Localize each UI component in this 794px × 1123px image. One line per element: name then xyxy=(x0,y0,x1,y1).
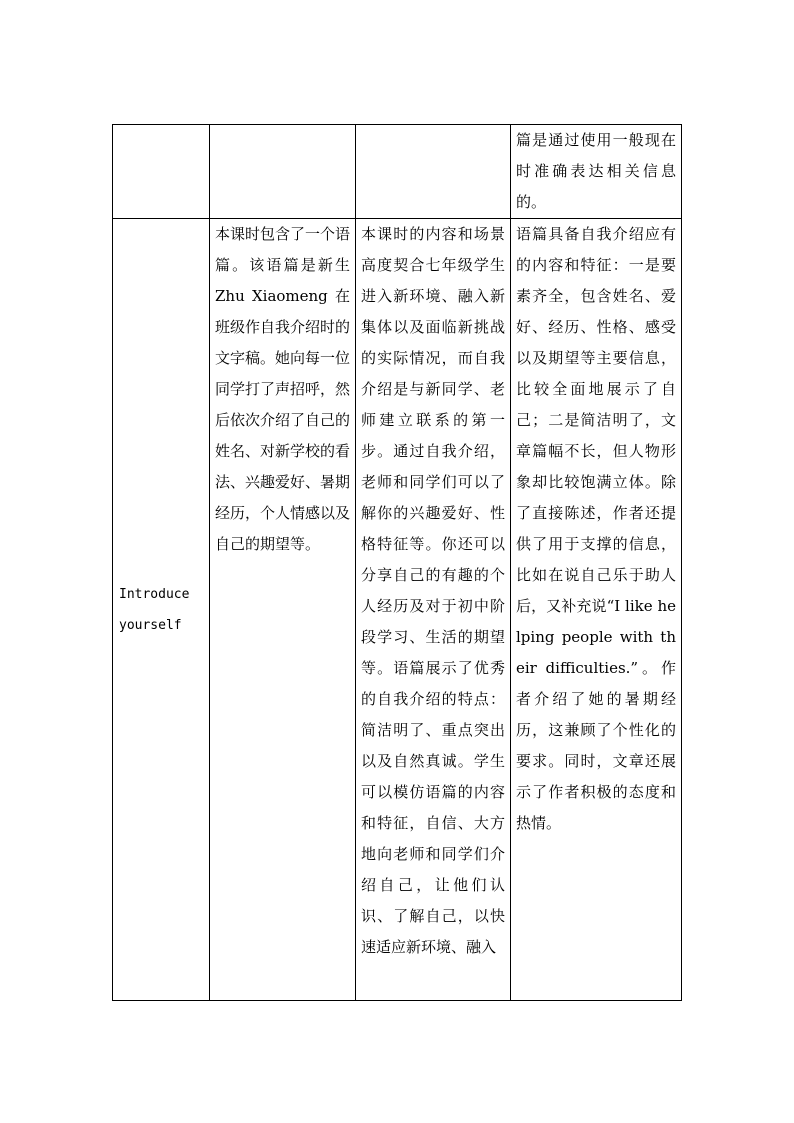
text-content-text: 本课时包含了一个语篇。该语篇是新生 Zhu Xiaomeng 在班级作自我介绍时的文字稿。她向每一位同学打了声招呼，然后依次介绍了自己的姓名、对新学校的看法、兴趣爱好、暑期经历，个人情感以及自己的期望等。 xyxy=(215,225,351,553)
topic-cell xyxy=(113,219,210,1001)
context-cell xyxy=(356,219,511,1001)
features-text: 篇是通过使用一般现在时准确表达相关信息的。 xyxy=(516,131,676,211)
lesson-analysis-table xyxy=(112,124,682,1001)
features-cell xyxy=(511,219,682,1001)
text-content-cell xyxy=(210,219,356,1001)
topic-line-2: yourself xyxy=(119,617,182,633)
features-cell xyxy=(511,125,682,219)
table-row xyxy=(113,219,682,1001)
context-cell xyxy=(356,125,511,219)
table-row xyxy=(113,125,682,219)
context-text: 本课时的内容和场景高度契合七年级学生进入新环境、融入新集体以及面临新挑战的实际情况，而自我介绍是与新同学、老师建立联系的第一步。通过自我介绍，老师和同学们可以了解你的兴趣爱好、性格特征等。你还可以分享自己的有趣的个人经历及对于初中阶段学习、生活的期望等。语篇展示了优秀的自我介绍的特点：简洁明了、重点突出以及自然真诚。学生可以模仿语篇的内容和特征，自信、大方地向老师和同学们介绍自己，让他们认识、了解自己，以快速适应新环境、融入 xyxy=(361,225,505,956)
text-content-cell xyxy=(210,125,356,219)
features-text: 语篇具备自我介绍应有的内容和特征：一是要素齐全，包含姓名、爱好、经历、性格、感受以及期望等主要信息，比较全面地展示了自己；二是简洁明了，文章篇幅不长，但人物形象却比较饱满立体。除了直接陈述，作者还提供了用于支撑的信息，比如在说自己乐于助人后，又补充说“I like helping people with their difficulties.”。作者介绍了她的暑期经历，这兼顾了个性化的要求。同时，文章还展示了作者积极的态度和热情。 xyxy=(516,225,676,832)
topic-line-1: Introduce xyxy=(119,586,190,602)
topic-cell xyxy=(113,125,210,219)
